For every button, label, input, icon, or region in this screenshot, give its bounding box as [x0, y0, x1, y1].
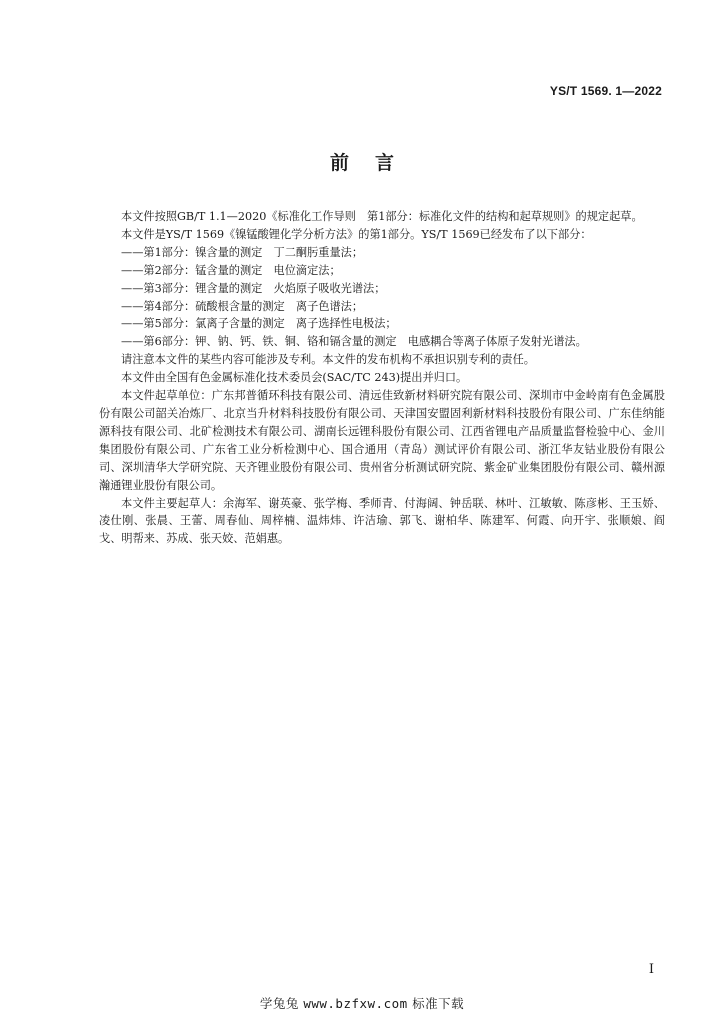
list-item-part-5: ——第5部分：氯离子含量的测定 离子选择性电极法；	[121, 317, 397, 331]
foreword-body	[99, 208, 665, 548]
paragraph-series-intro: 本文件是YS/T 1569《镍锰酸锂化学分析方法》的第1部分。YS/T 1569已经发布了以下部分：	[121, 227, 592, 241]
list-item-part-3: ——第3部分：锂含量的测定 火焰原子吸收光谱法；	[121, 281, 386, 295]
page-title: 前言	[329, 152, 420, 174]
page-number: I	[648, 962, 654, 977]
footer-site-name: 学兔兔	[259, 996, 299, 1011]
paragraph-drafting-rules: 本文件按照GB/T 1.1—2020《标准化工作导则 第1部分：标准化文件的结构和起草规则》的规定起草。	[121, 210, 643, 223]
footer-watermark	[0, 994, 724, 1012]
paragraph-drafters: 本文件主要起草人：余海军、谢英豪、张学梅、季师青、付海阔、钟岳联、林叶、江敏敏、陈彦彬、王玉娇、凌仕刚、张晨、王蕾、周春仙、周梓楠、温炜炜、许洁瑜、郭飞、谢柏华、陈建军、何霞、向开宇、张顺娘、阎戈、明帮来、苏成、张天姣、范娟惠。	[99, 496, 665, 546]
list-item-part-1: ——第1部分：镍含量的测定 丁二酮肟重量法；	[121, 245, 364, 259]
standard-code: YS/T 1569. 1—2022	[549, 84, 662, 98]
paragraph-drafting-units: 本文件起草单位：广东邦普循环科技有限公司、清远佳致新材料研究院有限公司、深圳市中金岭南有色金属股份有限公司韶关冶炼厂、北京当升材料科技股份有限公司、天津国安盟固利新材料科技股份有限公司、广东佳纳能源科技有限公司、北矿检测技术有限公司、湖南长远锂科股份有限公司、江西省锂电产品质量监督检验中心、金川集团股份有限公司、广东省工业分析检测中心、国合通用（青岛）测试评价有限公司、浙江华友钴业股份有限公司、深圳清华大学研究院、天齐锂业股份有限公司、贵州省分析测试研究院、紫金矿业集团股份有限公司、赣州源瀚通锂业股份有限公司。	[99, 389, 665, 492]
footer-download-label: 标准下载	[412, 996, 465, 1011]
paragraph-proposer: 本文件由全国有色金属标准化技术委员会(SAC/TC 243)提出并归口。	[121, 371, 468, 385]
list-item-part-6: ——第6部分：钾、钠、钙、铁、铜、铬和镉含量的测定 电感耦合等离子体原子发射光谱法。	[121, 335, 587, 349]
footer-url[interactable]: www.bzfxw.com	[303, 996, 408, 1011]
list-item-part-4: ——第4部分：硫酸根含量的测定 离子色谱法；	[121, 299, 364, 313]
list-item-part-2: ——第2部分：锰含量的测定 电位滴定法；	[121, 263, 341, 277]
paragraph-patent-notice: 请注意本文件的某些内容可能涉及专利。本文件的发布机构不承担识别专利的责任。	[121, 353, 535, 367]
